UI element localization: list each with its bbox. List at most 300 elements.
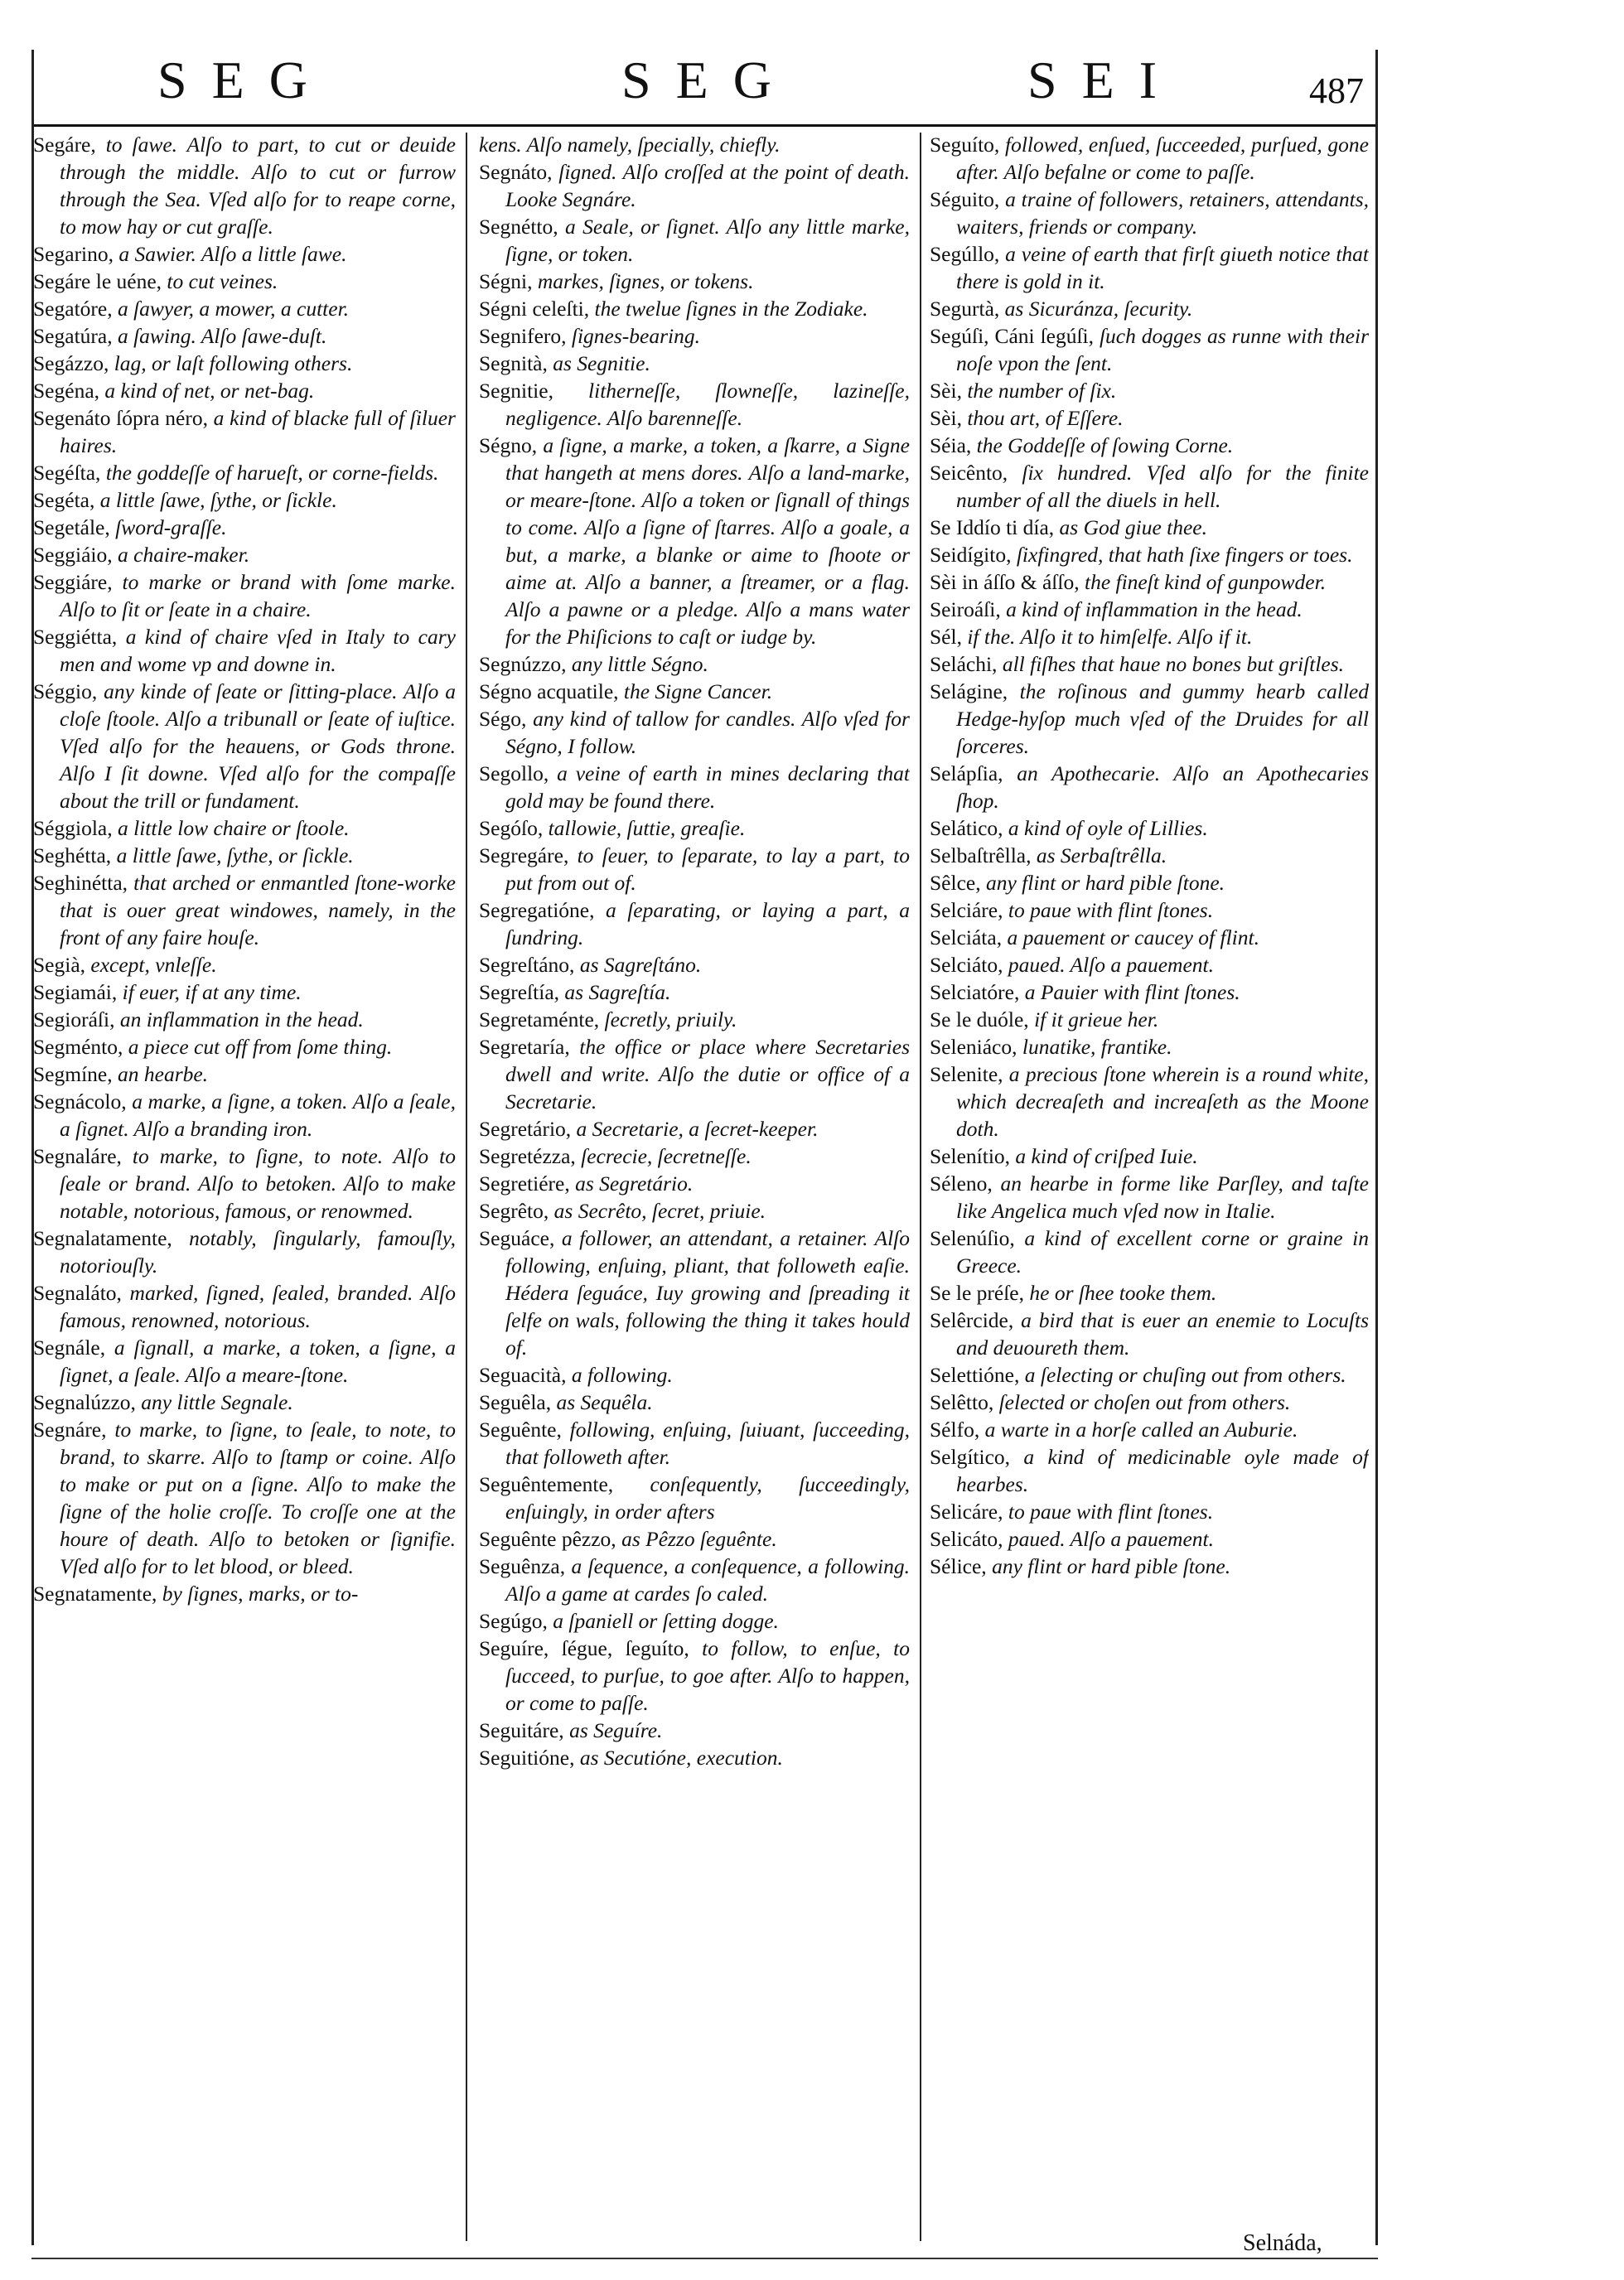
entry-definition: as God giue thee.	[1054, 515, 1207, 539]
entry-headword: Segatúra,	[33, 324, 113, 348]
dictionary-entry	[930, 541, 1369, 568]
entry-definition: by ſignes, marks, or to-	[157, 1582, 359, 1606]
entry-definition: a ſigne, a marke, a token, a ſkarre, a Signe that hangeth at mens dores. Alſo a land-marke, or meare-ſtone. Alſo a token or ſignall of things to come. Alſo a ſigne of ſtarres. Alſo a goale, a but, a marke, a blanke or aime to ſhoote or aime at. Alſo a banner, a ſtreamer, or a flag. Alſo a pawne or a pledge. Alſo a mans water for the Phiſicions to caſt or iudge by.	[505, 433, 910, 649]
dictionary-entry	[479, 1115, 910, 1142]
entry-headword: Segáre,	[33, 133, 96, 157]
entry-headword: Segóſo,	[479, 816, 544, 840]
entry-headword: Séia,	[930, 433, 972, 457]
entry-headword: Seguênza,	[479, 1554, 566, 1578]
entry-headword: Seggiáre,	[33, 570, 113, 594]
entry-headword: Ségni celeſti,	[479, 297, 590, 321]
dictionary-entry	[479, 1635, 910, 1717]
entry-definition: a Sawier. Alſo a little ſawe.	[114, 242, 347, 266]
entry-headword: Segnaláto,	[33, 1281, 122, 1305]
entry-headword: Segmíne,	[33, 1062, 113, 1086]
entry-headword: Segúſi, Cáni ſegúſi,	[930, 324, 1095, 348]
entry-definition: ſix hundred. Vſed alſo for the finite number of all the diuels in hell.	[956, 461, 1369, 512]
entry-headword: Segretiére,	[479, 1171, 570, 1196]
bottom-rule	[31, 2258, 1378, 2259]
dictionary-entry	[930, 377, 1369, 404]
dictionary-entry	[930, 514, 1369, 541]
dictionary-entry	[930, 295, 1369, 322]
entry-definition: as Sicuránza, ſecurity.	[999, 297, 1193, 321]
entry-definition: a Seale, or ſignet. Alſo any little marke, ſigne, or token.	[505, 215, 910, 266]
entry-definition: ſecretly, priuily.	[599, 1007, 737, 1031]
dictionary-entry	[479, 1389, 910, 1416]
entry-definition: except, vnleſſe.	[85, 953, 217, 977]
entry-headword: Selbaſtrêlla,	[930, 843, 1032, 867]
entry-headword: Segreſtía,	[479, 980, 560, 1004]
entry-headword: Selápſia,	[930, 761, 1003, 785]
dictionary-entry	[930, 322, 1369, 377]
dictionary-entry	[33, 1580, 456, 1607]
dictionary-entry	[479, 842, 910, 896]
dictionary-entry	[479, 158, 910, 213]
entry-headword: Segreſtáno,	[479, 953, 575, 977]
entry-headword: Segarino,	[33, 242, 114, 266]
dictionary-entry	[930, 924, 1369, 951]
dictionary-entry	[33, 131, 456, 240]
entry-headword: Segioráſi,	[33, 1007, 115, 1031]
dictionary-entry	[479, 295, 910, 322]
entry-headword: Segnále,	[33, 1336, 106, 1360]
dictionary-entry	[33, 814, 456, 842]
dictionary-entry	[930, 1060, 1369, 1142]
dictionary-entry	[479, 1006, 910, 1033]
entry-headword: Segretário,	[479, 1117, 572, 1141]
entry-headword: Selciatóre,	[930, 980, 1020, 1004]
dictionary-entry	[479, 1033, 910, 1115]
entry-definition: a kind of excellent corne or graine in Greece.	[956, 1226, 1369, 1278]
entry-definition: a ſpaniell or ſetting dogge.	[547, 1609, 779, 1633]
entry-headword: Seguáce,	[479, 1226, 555, 1250]
entry-headword: Segrêto,	[479, 1199, 549, 1223]
entry-definition: a little ſawe, ſythe, or ſickle.	[111, 843, 354, 867]
dictionary-entry	[930, 1033, 1369, 1060]
dictionary-entry	[930, 842, 1369, 869]
entry-headword: Seleniáco,	[930, 1035, 1017, 1059]
entry-headword: Selêrcide,	[930, 1308, 1014, 1332]
entry-definition: a ſawing. Alſo ſawe-duſt.	[112, 324, 327, 348]
entry-headword: Segretézza,	[479, 1144, 576, 1168]
entry-headword: Segnatamente,	[33, 1582, 157, 1606]
entry-definition: a veine of earth in mines declaring that gold may be found there.	[505, 761, 910, 813]
entry-definition: a little ſawe, ſythe, or ſickle.	[94, 488, 337, 512]
dictionary-entry	[479, 814, 910, 842]
entry-definition: a ſawyer, a mower, a cutter.	[112, 297, 350, 321]
entry-definition: as Seguíre.	[563, 1718, 663, 1742]
dictionary-entry	[479, 350, 910, 377]
entry-definition: ſword-graſſe.	[109, 515, 227, 539]
entry-headword: Segéta,	[33, 488, 95, 512]
entry-headword: Sèi,	[930, 379, 962, 403]
entry-definition: the goddeſſe of harueſt, or corne-fields.	[100, 461, 439, 485]
dictionary-entry	[33, 459, 456, 486]
entry-definition: the Goddeſſe of ſowing Corne.	[971, 433, 1234, 457]
entry-definition: all fiſhes that haue no bones but griſtles.	[997, 652, 1345, 676]
entry-headword: Seguênte,	[479, 1418, 562, 1442]
dictionary-entry	[479, 377, 910, 432]
dictionary-entry	[479, 951, 910, 978]
entry-definition: the office or place where Secretaries dwell and write. Alſo the dutie or office of a Secretarie.	[505, 1035, 910, 1113]
dictionary-entry	[33, 1088, 456, 1142]
dictionary-entry	[479, 978, 910, 1006]
entry-definition: tallowie, ſuttie, greaſie.	[543, 816, 746, 840]
entry-headword: Seggiáio,	[33, 543, 113, 567]
entry-definition: a ſequence, a conſequence, a following. Alſo a game at cardes ſo caled.	[505, 1554, 910, 1606]
entry-definition: any kind of tallow for candles. Alſo vſed for Ségno, I follow.	[505, 707, 910, 758]
entry-definition: conſequently, ſucceedingly, enſuingly, in order afters	[505, 1472, 910, 1524]
entry-definition: any flint or hard pible ſtone.	[986, 1554, 1231, 1578]
dictionary-entry	[930, 1307, 1369, 1361]
dictionary-entry	[930, 1553, 1369, 1580]
entry-definition: a piece cut off from ſome thing.	[123, 1035, 393, 1059]
entry-definition: a kind of chaire vſed in Italy to cary men and wome vp and downe in.	[60, 625, 456, 676]
entry-headword: Segnaláre,	[33, 1144, 122, 1168]
page-number: 487	[1309, 70, 1364, 111]
dictionary-entry	[930, 459, 1369, 514]
entry-definition: to ſawe. Alſo to part, to cut or deuide through the middle. Alſo to cut or furrow through the Sea. Vſed alſo for to reape corne, to mow hay or cut graſſe.	[60, 133, 456, 239]
entry-headword: Selciáta,	[930, 925, 1003, 949]
entry-definition: a traine of followers, retainers, attendants, waiters, friends or company.	[956, 187, 1369, 239]
entry-definition: if euer, if at any time.	[117, 980, 302, 1004]
dictionary-entry	[33, 1060, 456, 1088]
entry-definition: to paue with flint ſtones.	[1003, 1500, 1214, 1524]
entry-headword: Sélice,	[930, 1554, 987, 1578]
dictionary-entry	[33, 842, 456, 869]
dictionary-entry	[479, 1416, 910, 1471]
dictionary-entry	[479, 1744, 910, 1771]
dictionary-entry	[33, 678, 456, 814]
entry-headword: Selático,	[930, 816, 1003, 840]
entry-definition: to marke, to ſigne, to ſeale, to note, to brand, to skarre. Alſo to ſtamp or coine. Alſo to make or put on a ſigne. Alſo to make the ſigne of the holie croſſe. To croſſe one at the houre of death. Alſo to betoken or ſignifie. Vſed alſo for to let blood, or bleed.	[60, 1418, 456, 1578]
dictionary-entry	[930, 1006, 1369, 1033]
entry-definition: a kind of medicinable oyle made of hearbes.	[956, 1445, 1369, 1496]
entry-definition: as Segnitie.	[547, 351, 650, 375]
dictionary-entry	[33, 1279, 456, 1334]
entry-headword: Segretaría,	[479, 1035, 570, 1059]
entry-definition: a pauement or caucey of flint.	[1002, 925, 1259, 949]
dictionary-entry	[479, 1471, 910, 1525]
entry-definition: to paue with flint ſtones.	[1003, 898, 1214, 922]
dictionary-entry	[479, 1197, 910, 1225]
dictionary-entry	[930, 1389, 1369, 1416]
dictionary-entry	[33, 1033, 456, 1060]
entry-headword: Sél,	[930, 625, 962, 649]
entry-headword: Selicáre,	[930, 1500, 1003, 1524]
entry-definition: a little low chaire or ſtoole.	[112, 816, 350, 840]
dictionary-entry	[479, 213, 910, 268]
entry-headword: Sêlce,	[930, 871, 981, 895]
entry-definition: ſignes-bearing.	[566, 324, 700, 348]
header-center-guideword: SEG	[621, 51, 796, 109]
entry-definition: following, enſuing, ſuiuant, ſucceeding, that followeth after.	[505, 1418, 910, 1469]
running-header	[58, 50, 1375, 116]
dictionary-entry	[930, 596, 1369, 623]
entry-headword: Séggio,	[33, 679, 98, 703]
dictionary-entry	[930, 1225, 1369, 1279]
entry-definition: an inflammation in the head.	[114, 1007, 364, 1031]
entry-headword: Segurtà,	[930, 297, 1000, 321]
entry-headword: Seidígito,	[930, 543, 1012, 567]
entry-headword: Seghinétta,	[33, 871, 128, 895]
entry-definition: lag, or laſt following others.	[109, 351, 353, 375]
dictionary-entry	[33, 295, 456, 322]
dictionary-entry	[33, 1142, 456, 1225]
entry-definition: any little Ségno.	[566, 652, 708, 676]
dictionary-entry	[479, 131, 910, 158]
entry-headword: Séggiola,	[33, 816, 113, 840]
entry-definition: ſuch dogges as runne with their noſe vpon the ſent.	[956, 324, 1369, 375]
entry-definition: the number of ſix.	[961, 379, 1117, 403]
entry-definition: ſelected or choſen out from others.	[993, 1390, 1291, 1414]
dictionary-entry	[930, 760, 1369, 814]
dictionary-entry	[479, 896, 910, 951]
dictionary-entry	[479, 1170, 910, 1197]
entry-definition: paued. Alſo a pauement.	[1003, 1527, 1215, 1551]
entry-headword: Segménto,	[33, 1035, 123, 1059]
entry-headword: Segnifero,	[479, 324, 567, 348]
entry-headword: Segázzo,	[33, 351, 109, 375]
dictionary-entry	[930, 131, 1369, 186]
header-right-guideword: SEI	[1027, 51, 1182, 109]
catchword: Selnáda,	[1243, 2230, 1322, 2256]
dictionary-entry	[930, 432, 1369, 459]
entry-headword: Seguíre, ſégue, ſeguíto,	[479, 1636, 689, 1660]
dictionary-entry	[930, 814, 1369, 842]
entry-headword: Seguacità,	[479, 1363, 567, 1387]
entry-definition: as Serbaſtrêlla.	[1031, 843, 1167, 867]
dictionary-entry	[33, 869, 456, 951]
entry-headword: Selciáto,	[930, 953, 1003, 977]
entry-headword: Sélfo,	[930, 1418, 980, 1442]
entry-definition: a warte in a horſe called an Auburie.	[979, 1418, 1298, 1442]
entry-headword: Seggiétta,	[33, 625, 118, 649]
entry-headword: Segúllo,	[930, 242, 1000, 266]
entry-headword: Seguíto,	[930, 133, 1000, 157]
entry-headword: Selettióne,	[930, 1363, 1020, 1387]
entry-headword: Ségno acquatile,	[479, 679, 619, 703]
entry-definition: a bird that is euer an enemie to Locuſts and deuoureth them.	[956, 1308, 1369, 1360]
entry-headword: Segnità,	[479, 351, 548, 375]
entry-headword: Seláchi,	[930, 652, 998, 676]
entry-headword: Selágine,	[930, 679, 1008, 703]
dictionary-entry	[33, 1334, 456, 1389]
entry-headword: Seghétta,	[33, 843, 112, 867]
dictionary-entry	[930, 623, 1369, 650]
dictionary-entry	[930, 678, 1369, 760]
entry-headword: Selenítio,	[930, 1144, 1011, 1168]
entry-headword: Se le préſe,	[930, 1281, 1024, 1305]
entry-headword: Segéſta,	[33, 461, 101, 485]
entry-definition: the twelue ſignes in the Zodiake.	[589, 297, 868, 321]
entry-headword: Seguitióne,	[479, 1746, 575, 1770]
dictionary-entry	[33, 951, 456, 978]
dictionary-entry	[930, 650, 1369, 678]
column-divider-2	[920, 133, 921, 2241]
entry-headword: Ségo,	[479, 707, 527, 731]
dictionary-entry	[33, 486, 456, 514]
entry-headword: Segnalatamente,	[33, 1226, 172, 1250]
entry-definition: as Sagreſtía.	[559, 980, 671, 1004]
dictionary-entry	[479, 1553, 910, 1607]
entry-definition: followed, enſued, ſucceeded, purſued, gone after. Alſo befalne or come to paſſe.	[956, 133, 1369, 184]
dictionary-entry	[33, 1389, 456, 1416]
entry-definition: a ſelecting or chuſing out from others.	[1019, 1363, 1346, 1387]
entry-definition: a chaire-maker.	[112, 543, 250, 567]
entry-definition: a kind of inflammation in the head.	[1000, 597, 1303, 621]
dictionary-entry	[930, 869, 1369, 896]
dictionary-entry	[930, 951, 1369, 978]
entry-headword: Selciáre,	[930, 898, 1003, 922]
entry-definition: that arched or enmantled ſtone-worke that is ouer great windowes, namely, in the front of any faire houſe.	[60, 871, 456, 949]
entry-definition: a following.	[566, 1363, 673, 1387]
entry-headword: Selenúſio,	[930, 1226, 1015, 1250]
entry-headword: Selgítico,	[930, 1445, 1011, 1469]
dictionary-entry	[930, 1142, 1369, 1170]
entry-definition: as Segretário.	[569, 1171, 694, 1196]
entry-definition: a veine of earth that firſt giueth notice that there is gold in it.	[956, 242, 1369, 293]
dictionary-entry	[479, 678, 910, 705]
dictionary-entry	[33, 978, 456, 1006]
entry-headword: Seguitáre,	[479, 1718, 564, 1742]
dictionary-entry	[479, 1607, 910, 1635]
entry-definition: as Sagreſtáno.	[574, 953, 702, 977]
entry-headword: Séleno,	[930, 1171, 993, 1196]
entry-definition: to cut veines.	[162, 269, 278, 293]
dictionary-entry	[479, 760, 910, 814]
dictionary-entry	[33, 350, 456, 377]
column-3	[930, 131, 1369, 2252]
dictionary-entry	[930, 1498, 1369, 1525]
entry-definition: the fineſt kind of gunpowder.	[1079, 570, 1327, 594]
entry-definition: to ſeuer, to ſeparate, to lay a part, to put from out of.	[505, 843, 910, 895]
entry-headword: Se Iddío ti día,	[930, 515, 1055, 539]
entry-headword: Segáre le uéne,	[33, 269, 162, 293]
column-1	[33, 131, 456, 2252]
entry-definition: ſecrecie, ſecretneſſe.	[575, 1144, 752, 1168]
entry-headword: Seicênto,	[930, 461, 1008, 485]
entry-definition: any little Segnale.	[135, 1390, 293, 1414]
dictionary-entry	[930, 1525, 1369, 1553]
dictionary-entry	[479, 322, 910, 350]
entry-definition: lunatike, frantike.	[1017, 1035, 1172, 1059]
entry-definition: an hearbe in forme like Parſley, and taſte like Angelica much vſed now in Italie.	[956, 1171, 1369, 1223]
entry-headword: Selêtto,	[930, 1390, 994, 1414]
entry-headword: Ségno,	[479, 433, 538, 457]
entry-headword: Séguito,	[930, 187, 1000, 211]
entry-definition: to marke or brand with ſome marke. Alſo to ſit or ſeate in a chaire.	[60, 570, 456, 621]
dictionary-entry	[930, 896, 1369, 924]
entry-definition: markes, ſignes, or tokens.	[532, 269, 754, 293]
dictionary-entry	[930, 1416, 1369, 1443]
entry-headword: Segenáto ſópra néro,	[33, 406, 208, 430]
entry-definition: paued. Alſo a pauement.	[1003, 953, 1215, 977]
entry-headword: Segnétto,	[479, 215, 558, 239]
entry-definition: the roſinous and gummy hearb called Hedge-hyſop much vſed of the Druides for all ſorceres.	[956, 679, 1369, 758]
dictionary-entry	[33, 1416, 456, 1580]
dictionary-entry	[930, 1279, 1369, 1307]
entry-headword: Segollo,	[479, 761, 549, 785]
dictionary-entry	[479, 1142, 910, 1170]
entry-definition: to marke, to ſigne, to note. Alſo to ſeale or brand. Alſo to betoken. Alſo to make notable, notorious, famous, or renowmed.	[60, 1144, 456, 1223]
entry-headword: Segià,	[33, 953, 86, 977]
entry-headword: Seguêntemente,	[479, 1472, 614, 1496]
dictionary-entry	[930, 978, 1369, 1006]
entry-definition: a precious ſtone wherein is a round white, which decreaſeth and increaſeth as the Moone doth.	[956, 1062, 1369, 1141]
entry-headword: Segnáto,	[479, 160, 553, 184]
entry-headword: Segatóre,	[33, 297, 113, 321]
entry-headword: Segregatióne,	[479, 898, 595, 922]
entry-headword: Seiroáſi,	[930, 597, 1001, 621]
entry-headword: Segnácolo,	[33, 1089, 127, 1113]
dictionary-entry	[479, 1225, 910, 1361]
entry-definition: as Sequêla.	[551, 1390, 653, 1414]
entry-definition: the Signe Cancer.	[618, 679, 773, 703]
header-rule	[31, 124, 1378, 127]
entry-definition: a kind of criſped Iuie.	[1010, 1144, 1198, 1168]
entry-headword: Segnáre,	[33, 1418, 107, 1442]
entry-definition: any flint or hard pible ſtone.	[980, 871, 1225, 895]
entry-definition: marked, ſigned, ſealed, branded. Alſo famous, renowned, notorious.	[60, 1281, 456, 1332]
entry-headword: Segiamái,	[33, 980, 118, 1004]
entry-definition: as Pêzzo ſeguênte.	[616, 1527, 777, 1551]
dictionary-entry	[33, 322, 456, 350]
entry-definition: litherneſſe, ſlowneſſe, lazineſſe, negligence. Alſo barenneſſe.	[505, 379, 910, 430]
entry-headword: Segretaménte,	[479, 1007, 600, 1031]
dictionary-entry	[33, 377, 456, 404]
dictionary-entry	[479, 268, 910, 295]
entry-definition: a kind of oyle of Lillies.	[1003, 816, 1208, 840]
dictionary-entry	[33, 514, 456, 541]
dictionary-entry	[33, 1006, 456, 1033]
entry-definition: thou art, of Eſſere.	[961, 406, 1124, 430]
dictionary-entry	[930, 1361, 1369, 1389]
entry-definition: a kind of net, or net-bag.	[99, 379, 315, 403]
entry-definition: a marke, a ſigne, a token. Alſo a ſeale, a ſignet. Alſo a branding iron.	[60, 1089, 456, 1141]
entry-headword: Selicáto,	[930, 1527, 1003, 1551]
column-divider-1	[466, 133, 467, 2241]
dictionary-entry	[479, 1717, 910, 1744]
dictionary-entry	[479, 1361, 910, 1389]
entry-headword: Segnalúzzo,	[33, 1390, 136, 1414]
entry-definition: if it grieue her.	[1028, 1007, 1159, 1031]
dictionary-entry	[930, 568, 1369, 596]
entry-headword: Selenite,	[930, 1062, 1003, 1086]
entry-definition: notably, ſingularly, famouſly, notoriouſly.	[60, 1226, 456, 1278]
entry-headword: Segnúzzo,	[479, 652, 567, 676]
entry-definition: a ſeparating, or laying a part, a ſundring.	[505, 898, 910, 949]
entry-definition: a Pauier with flint ſtones.	[1019, 980, 1240, 1004]
entry-headword: Seguênte pêzzo,	[479, 1527, 616, 1551]
entry-definition: to follow, to enſue, to ſucceed, to purſue, to goe after. Alſo to happen, or come to paſſe.	[505, 1636, 910, 1715]
dictionary-entry	[33, 268, 456, 295]
entry-definition: a Secretarie, a ſecret-keeper.	[571, 1117, 819, 1141]
dictionary-entry	[479, 705, 910, 760]
entry-definition: ſixfingred, that hath ſixe fingers or toes.	[1011, 543, 1353, 567]
entry-definition: an hearbe.	[112, 1062, 209, 1086]
entry-headword: Sèi,	[930, 406, 962, 430]
dictionary-entry	[33, 404, 456, 459]
dictionary-entry	[930, 186, 1369, 240]
entry-headword: Segúgo,	[479, 1609, 548, 1633]
dictionary-entry	[33, 1225, 456, 1279]
dictionary-entry	[930, 1443, 1369, 1498]
entry-definition: any kinde of ſeate or ſitting-place. Alſo a cloſe ſtoole. Alſo a tribunall or ſeate of iuſtice. Vſed alſo for the heauens, or Gods throne. Alſo I ſit downe. Vſed alſo for the compaſſe about the trill or fundament.	[60, 679, 456, 813]
entry-definition: an Apothecarie. Alſo an Apothecaries ſhop.	[956, 761, 1369, 813]
dictionary-entry	[930, 1170, 1369, 1225]
entry-definition: ſigned. Alſo croſſed at the point of death. Looke Segnáre.	[505, 160, 910, 211]
